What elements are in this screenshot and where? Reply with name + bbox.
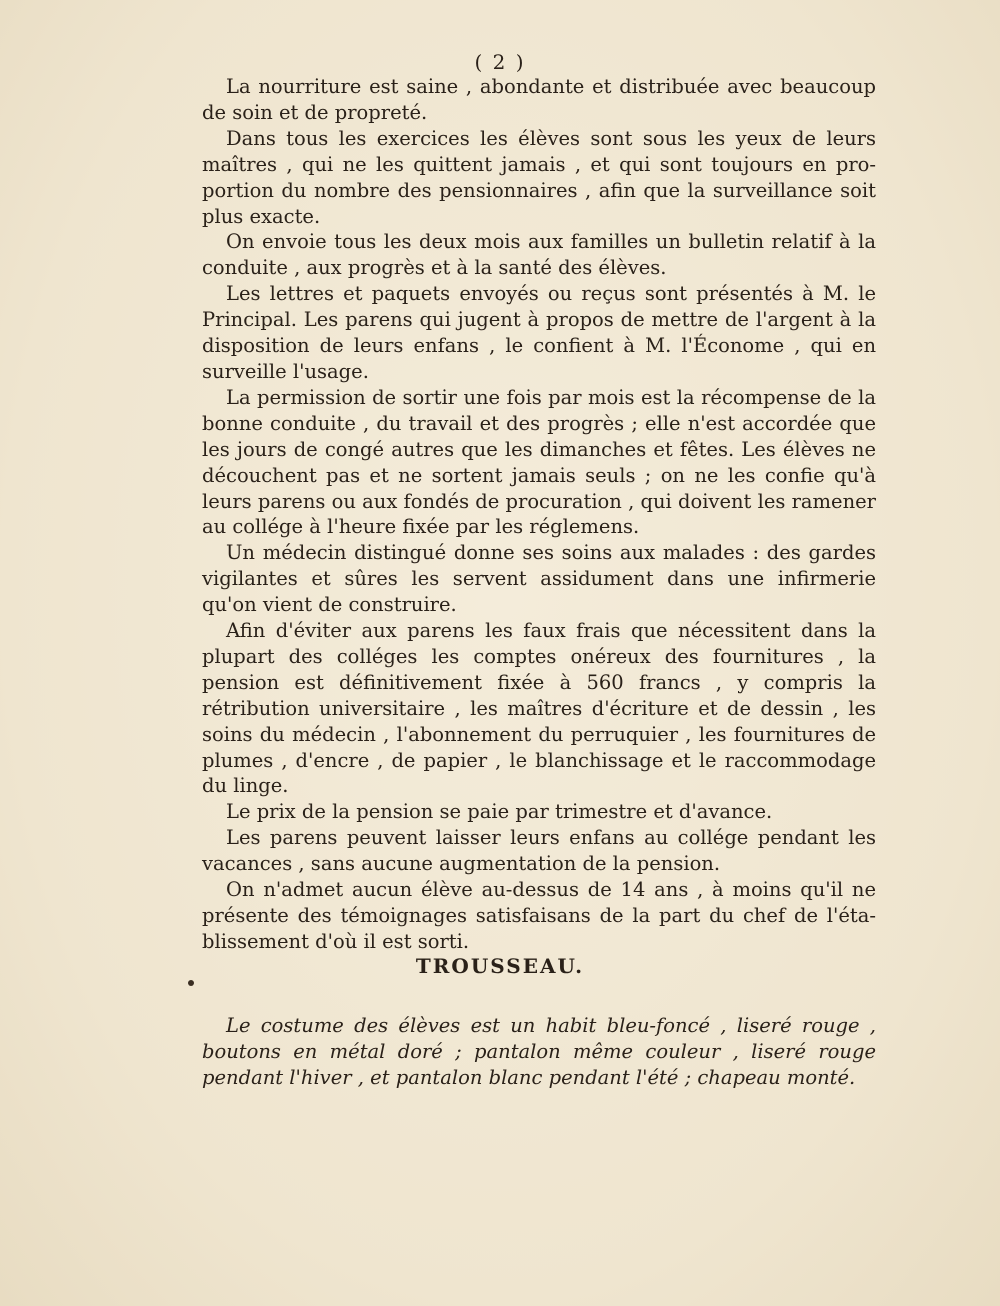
paragraph-leave: La permission de sortir une fois par mois est la récompense de la bonne conduite , du travail et des progrès ; elle n'est accordée que les jours de congé autres que les dimanches et fêtes. Les élèves ne découchent pas et ne sortent jamais seuls ; on ne les confie qu'à leurs parens ou aux fondés de procuration , qui doivent les ramener au collége à l'heure fixée par les réglemens. [202, 385, 876, 539]
section-title-trousseau: TROUSSEAU. [415, 954, 585, 978]
paragraph-letters: Les lettres et paquets envoyés ou reçus sont présentés à M. le Principal. Les parens qui jugent à propos de mettre de l'argent à la disposition de leurs enfans , le confient à M. l'Économe , qui en surveille l'usage. [202, 282, 876, 383]
paragraph-payment: Le prix de la pension se paie par trimestre et d'avance. [226, 800, 773, 824]
paragraph-bulletin: On envoie tous les deux mois aux familles un bulletin relatif à la conduite , aux progrès et à la santé des élèves. [202, 230, 876, 280]
paragraph-admission: On n'admet aucun élève au-dessus de 14 ans , à moins qu'il ne présente des témoignages satisfaisans de la part du chef de l'établissement d'où il est sorti. [202, 878, 876, 953]
paragraph-doctor: Un médecin distingué donne ses soins aux malades : des gardes vigilantes et sûres les servent assidument dans une infirmerie qu'on vient de construire. [202, 541, 876, 617]
costume-description: Le costume des élèves est un habit bleu-foncé , liseré rouge , boutons en métal doré ; pantalon même couleur , liseré rouge pendant l'hiver , et pantalon blanc pendant l'été ; chapeau monté. [202, 1014, 876, 1089]
ink-speck [188, 980, 194, 986]
paragraph-supervision: Dans tous les exercices les élèves sont sous les yeux de leurs maîtres , qui ne les quittent jamais , et qui sont toujours en proportion du nombre des pensionnaires , afin que la surveillance soit plus exacte. [202, 126, 876, 228]
paragraph-fees: Afin d'éviter aux parens les faux frais que nécessitent dans la plupart des colléges les comptes onéreux des fournitures , la pension est définitivement fixée à 560 francs , y compris la rétribution universitaire , les maîtres d'écriture et de dessin , les soins du médecin , l'abonnement du perruquier , les fournitures de plumes , d'encre , de papier , le blanchissage et le raccommodage du linge. [202, 619, 876, 798]
paragraph-food: La nourriture est saine , abondante et distribuée avec beaucoup de soin et de propreté. [202, 75, 876, 124]
paragraph-holidays: Les parens peuvent laisser leurs enfans au collége pendant les vacances , sans aucune augmentation de la pension. [202, 826, 876, 876]
page-number: ( 2 ) [474, 50, 526, 74]
regulations-text [202, 74, 876, 955]
